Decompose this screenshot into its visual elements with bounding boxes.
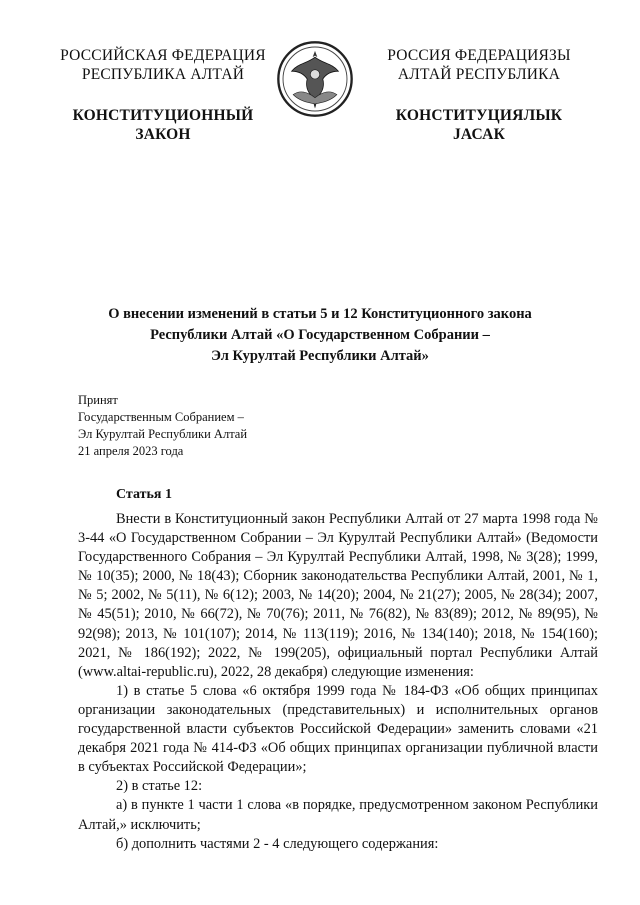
- adoption-date: 21 апреля 2023 года: [78, 444, 184, 458]
- paragraph: а) в пункте 1 части 1 слова «в порядке, предусмотренном законом Республики Алтай,» исключить;: [78, 797, 598, 833]
- doc-kind-alt: [364, 106, 594, 144]
- law-title-line3: Эл Курултай Республики Алтай»: [211, 348, 429, 364]
- coat-of-arms-icon: [276, 40, 354, 118]
- doc-kind-ru-line2: ЗАКОН: [135, 126, 191, 143]
- header-right: [364, 46, 594, 144]
- republic-name-ru: РЕСПУБЛИКА АЛТАЙ: [81, 66, 245, 83]
- doc-kind-ru: [48, 106, 278, 144]
- paragraph: Внести в Конституционный закон Республики Алтай от 27 марта 1998 года № 3-44 «О Государственном Собрании – Эл Курултай Республики Алтай» (Ведомости Государственного Собрания – Эл Курултай Республики Алтай, 1998, № 3(28); 1999, № 10(35); 2000, № 18(43); Сборник законодательства Республики Алтай, 2001, № 1, № 5; 2002, № 5(11), № 6(12); 2003, № 14(20); 2004, № 21(27); 2005, № 28(34); 2007, № 45(51); 2010, № 66(72), № 70(76); 2011, № 76(82), № 83(89); 2012, № 89(95), № 92(98); 2013, № 101(107); 2014, № 113(119); 2016, № 134(140); 2018, № 154(160); 2021, № 186(192); 2022, № 199(205), официальный портал Республики Алтай (www.altai-republic.ru), 2022, 28 декабря) следующие изменения:: [78, 511, 598, 680]
- adoption-line1: Принят: [78, 393, 118, 407]
- law-title-line2: Республики Алтай «О Государственном Собрании –: [150, 327, 490, 343]
- country-name-ru: РОССИЙСКАЯ ФЕДЕРАЦИЯ: [60, 47, 266, 64]
- paragraph: 1) в статье 5 слова «6 октября 1999 года № 184-ФЗ «Об общих принципах организации законодательных (представительных) и исполнительных органов государственной власти субъектов Российской Федерации» заменить словами «21 декабря 2021 года № 414-ФЗ «Об общих принципах организации публичной власти в субъектах Российской Федерации»;: [78, 682, 598, 776]
- adoption-note: [78, 392, 247, 460]
- adoption-line3: Эл Курултай Республики Алтай: [78, 427, 248, 441]
- doc-kind-alt-line2: JАСАК: [452, 126, 506, 143]
- paragraph: 2) в статье 12:: [116, 778, 203, 795]
- paragraph: б) дополнить частями 2 - 4 следующего содержания:: [116, 835, 439, 852]
- adoption-line2: Государственным Собранием –: [78, 410, 244, 424]
- header-left: [48, 46, 278, 144]
- article-body: [78, 510, 598, 854]
- law-title-line1: О внесении изменений в статьи 5 и 12 Конституционного закона: [108, 306, 532, 322]
- doc-kind-alt-line1: КОНСТИТУЦИЯЛЫК: [395, 107, 563, 124]
- republic-name-alt: АЛТАЙ РЕСПУБЛИКА: [397, 66, 561, 83]
- country-name-alt: РОССИЯ ФЕДЕРАЦИЯЗЫ: [387, 47, 571, 64]
- article-heading: Статья 1: [116, 487, 172, 502]
- law-title: [70, 304, 570, 367]
- doc-kind-ru-line1: КОНСТИТУЦИОННЫЙ: [72, 107, 254, 124]
